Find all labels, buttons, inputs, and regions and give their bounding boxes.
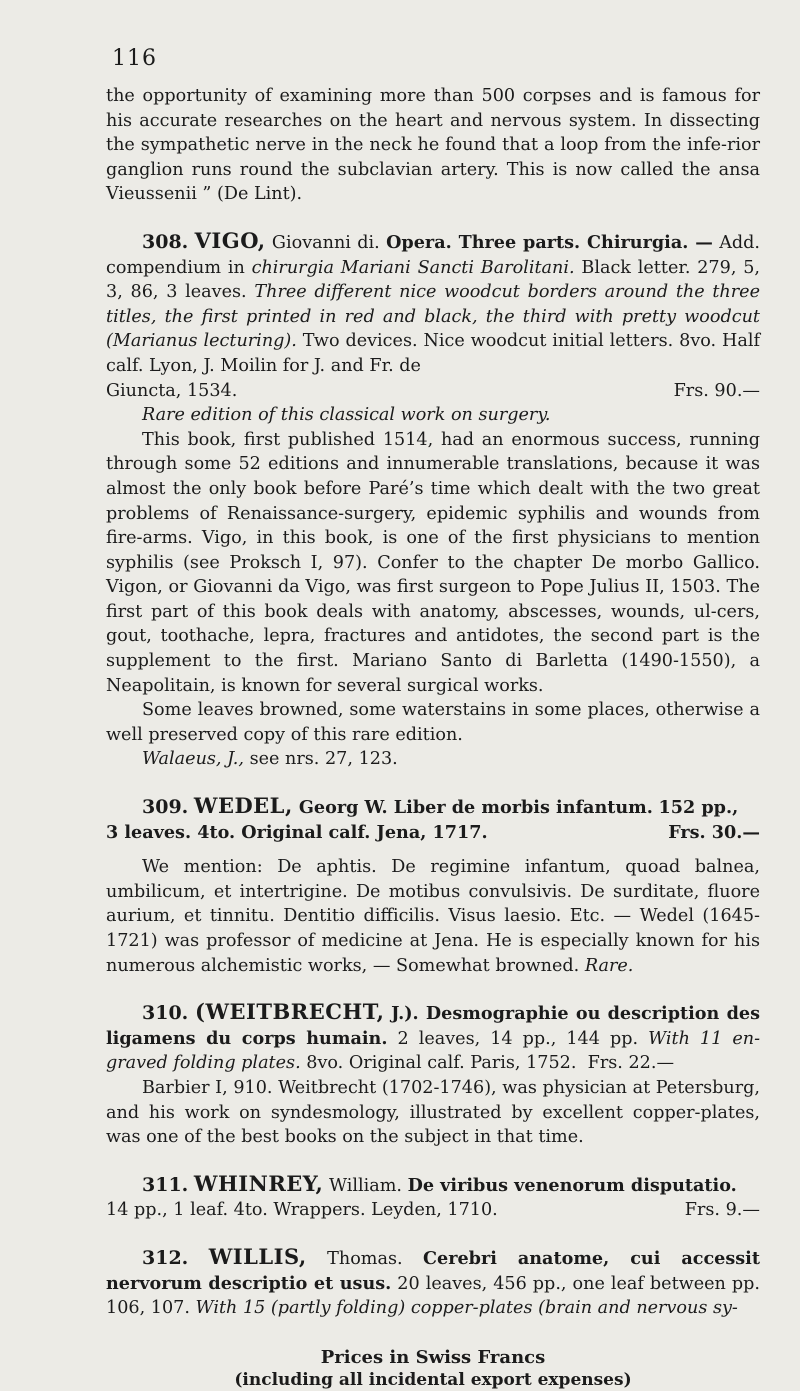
page-content: [106, 84, 760, 1391]
entry-title-bold: Georg W. Liber de morbis infantum.: [292, 797, 653, 819]
entry-description-italic: With 15 (partly folding) copper-plates (brain and nervous sy-: [195, 1298, 738, 1319]
page-number: 116: [112, 46, 157, 71]
entry-imprint-line: [106, 379, 760, 404]
entry-title-bold: De viribus venenorum disputatio.: [407, 1174, 737, 1196]
entry-price: Frs. 90.—: [673, 380, 760, 401]
entry-308: [106, 229, 760, 772]
entry-note-italic: Rare edition of this classical work on surgery.: [142, 405, 551, 426]
entry-312: [106, 1245, 760, 1321]
entry-heading: [106, 1245, 760, 1321]
price-footer: [106, 1347, 760, 1391]
entry-imprint: 14 pp., 1 leaf. 4to. Wrappers. Leyden, 1710.: [106, 1200, 498, 1221]
entry-heading: [106, 229, 760, 379]
entry-number: 308.: [142, 230, 189, 253]
entry-heading: [106, 794, 760, 821]
entry-imprint-line: [106, 1198, 760, 1223]
entry-author: WHINREY,: [193, 1170, 324, 1196]
entry-310: [106, 1000, 760, 1150]
entry-imprint: 3 leaves. 4to. Original calf. Jena, 1717.: [106, 821, 488, 843]
entry-number: 310.: [142, 1002, 189, 1025]
footer-line-2: (including all incidental export expenses): [234, 1369, 632, 1390]
entry-description-italic: With 11 en-graved folding plates.: [106, 1028, 761, 1074]
entry-note: This book, first published 1514, had an enormous success, running through some 52 editions and innumerable translations, because it was almost the only book before Paré’s time which dealt with the two great problems of Renaissance-surgery, epidemic syphilis and wounds from fire-arms. Vigo, in this book, is one of the first physicians to mention syphilis (see Proksch I, 97). Confer to the chapter De morbo Gallico. Vigon, or Giovanni da Vigo, was first surgeon to Pope Julius II, 1503. The first part of this book deals with anatomy, abscesses, wounds, ul-cers, gout, toothache, lepra, fractures and antidotes, the second part is the supplement to the first. Mariano Santo di Barletta (1490-1550), a Neapolitain, is known for several surgical works.: [106, 429, 760, 696]
entry-heading: [106, 1172, 760, 1199]
entry-author: VIGO,: [194, 227, 266, 253]
entry-title: Thomas.: [306, 1248, 403, 1269]
entry-note: Barbier I, 910. Weitbrecht (1702-1746), was physician at Petersburg, and his work on syndesmology, illustrated by excellent copper-plates, was one of the best books on the subject in that time.: [106, 1077, 760, 1148]
entry-description: 20 leaves, 456 pp., one leaf between pp. 106, 107.: [106, 1273, 760, 1319]
entry-author: WEDEL,: [193, 793, 293, 819]
continued-paragraph: the opportunity of examining more than 500 corpses and is famous for his accurate researches on the heart and nervous system. In dissecting the sympathetic nerve in the neck he found that a loop from the infe-rior ganglion runs round the subclavian artery. This is now called the ansa Vieussenii ” (De Lint).: [106, 86, 760, 205]
entry-author: (WEITBRECHT,: [195, 999, 385, 1025]
entry-description-italic: Three different nice woodcut borders around the three titles, the first printed in red and black, the third with pretty woodcut (Marianus lecturing).: [106, 282, 761, 352]
entry-309: [106, 794, 760, 978]
entry-description: Black letter. 279, 5, 3, 86, 3 leaves.: [106, 257, 761, 303]
entry-description: Two devices. Nice woodcut initial letters. 8vo. Half calf. Lyon, J. Moilin for J. and Fr. de: [106, 331, 761, 376]
entry-title-bold: Cerebri anatome, cui accessit nervorum descriptio et usus.: [106, 1247, 760, 1294]
entry-note: Some leaves browned, some waterstains in some places, otherwise a well preserved copy of this rare edition.: [106, 700, 760, 745]
entry-title-bold: J.). Desmographie ou description des ligamens du corps humain.: [106, 1003, 760, 1049]
entry-number: 312.: [142, 1246, 189, 1269]
entry-title-bold: Opera. Three parts. Chirurgia. —: [386, 231, 713, 253]
entry-number: 311.: [142, 1173, 189, 1196]
entry-price: Frs. 30.—: [668, 821, 760, 843]
entry-heading: [106, 1000, 760, 1076]
entry-imprint-line: [106, 821, 760, 846]
entry-title: Giovanni di.: [265, 232, 380, 253]
footer-line-1: Prices in Swiss Francs: [320, 1346, 546, 1368]
entry-imprint: Giuncta, 1534.: [106, 380, 238, 401]
entry-reference: Walaeus, J., see nrs. 27, 123.: [142, 749, 398, 770]
entry-number: 309.: [142, 796, 189, 819]
entry-note: We mention: De aphtis. De regimine infantum, quoad balnea, umbilicum, et intertrigine. De motibus convulsivis. De surditate, fluore aurium, et tinnitu. Dentitio difficilis. Visus laesio. Etc. — Wedel (1645-1721) was professor of medicine at Jena. He is especially known for his numerous alchemistic works, — Somewhat browned. Rare.: [106, 857, 760, 976]
entry-author: WILLIS,: [208, 1243, 307, 1269]
entry-description: 8vo. Original calf. Paris, 1752.: [300, 1053, 577, 1074]
entry-description: Add. compendium in: [106, 232, 761, 278]
entry-description: 2 leaves, 14 pp., 144 pp.: [397, 1028, 639, 1049]
entry-price: Frs. 9.—: [684, 1200, 760, 1221]
entry-price: Frs. 22.—: [587, 1053, 675, 1074]
entry-title: William.: [323, 1175, 403, 1196]
entry-description: 152 pp.,: [658, 797, 739, 819]
entry-description-italic: chirurgia Mariani Sancti Barolitani.: [251, 257, 575, 278]
entry-311: [106, 1172, 760, 1223]
